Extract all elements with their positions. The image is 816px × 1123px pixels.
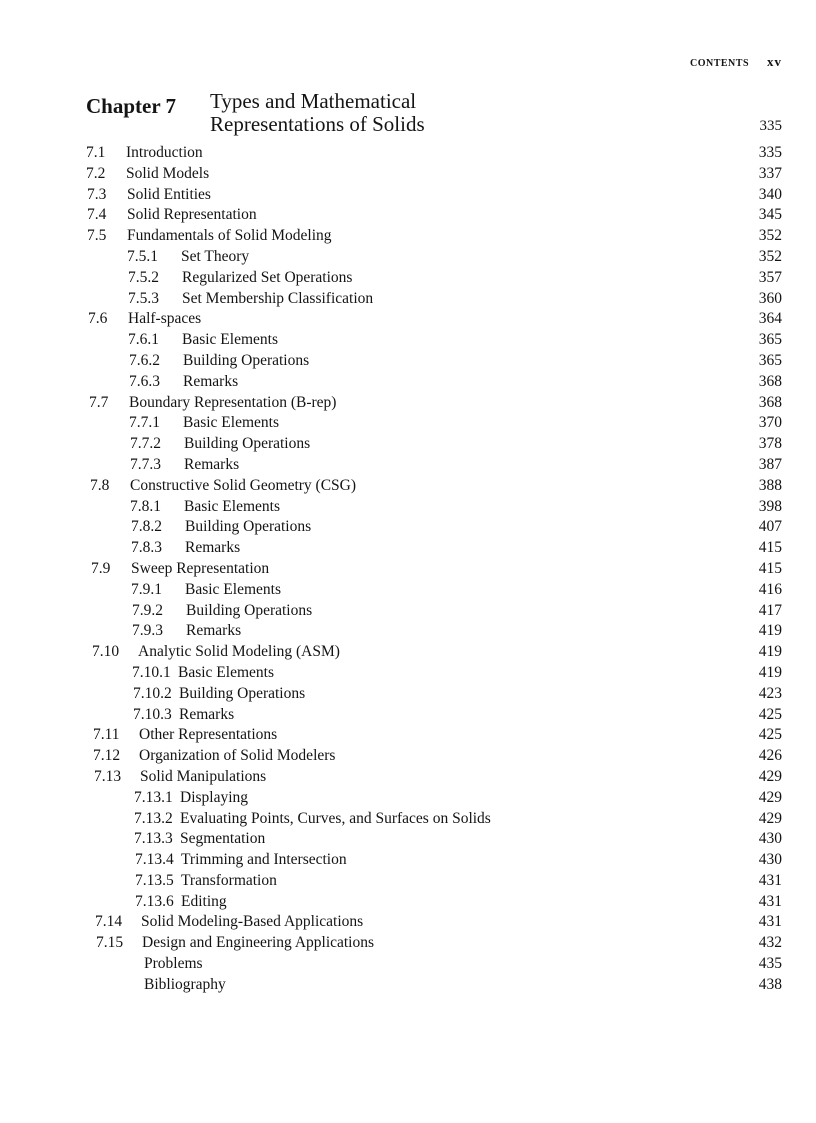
toc-entry [86,413,786,434]
toc-entry-title: Basic Elements [184,497,280,515]
toc-entry-page: 432 [758,934,782,952]
toc-entry-page: 337 [758,164,782,182]
toc-entry-title: Segmentation [180,830,266,848]
toc-entry-page: 368 [758,372,782,390]
toc-entry-title: Set Theory [181,247,250,265]
toc-entry-page: 387 [758,455,782,473]
toc-entry-number: 7.1 [86,144,106,161]
toc-entry [86,559,786,580]
toc-entry [86,434,786,455]
toc-entry [86,393,786,414]
toc-entry-title: Organization of Solid Modelers [139,747,336,765]
toc-entry-number: 7.13.1 [134,788,173,806]
toc-entry-page: 388 [758,476,782,494]
toc-entry-title: Basic Elements [182,331,278,349]
toc-entry-title: Displaying [180,788,249,806]
toc-entry-page: 398 [758,497,782,515]
toc-entry-number: 7.6.3 [129,372,160,390]
toc-entry [86,309,786,330]
toc-entry-title: Transformation [181,871,277,889]
toc-entry-number: 7.7 [89,393,109,411]
toc-entry-page: 335 [758,144,782,161]
running-head [560,53,782,71]
toc-entry-page: 365 [758,331,782,349]
toc-entry-number: 7.5.2 [128,268,159,286]
toc-entry-page: 352 [758,227,782,245]
toc-entry-number: 7.7.2 [130,435,161,453]
toc-entry-title: Solid Manipulations [140,767,267,785]
toc-entry-title: Building Operations [183,351,310,369]
toc-entry-page: 417 [758,601,782,619]
toc-entry-title: Solid Modeling-Based Applications [141,913,364,931]
chapter-title-line-1: Types and Mathematical [210,89,417,113]
running-head-page-number: xv [767,54,782,69]
toc-entry [86,601,786,622]
toc-entry-title: Analytic Solid Modeling (ASM) [138,643,340,661]
toc-entry-number: 7.6 [88,310,108,328]
toc-entry-page: 429 [758,767,782,785]
toc-entry [86,455,786,476]
toc-entry-number: 7.6.2 [129,351,160,369]
toc-entry-number: 7.10.1 [132,663,171,681]
chapter-title [210,90,425,136]
toc-entry-page: 345 [758,206,782,224]
toc-entry-number: 7.9.3 [132,622,163,640]
toc-entry-number: 7.5.3 [128,289,159,307]
toc-entry-title: Building Operations [184,435,311,453]
toc-entry [86,642,786,663]
toc-entry-title: Bibliography [144,975,226,993]
toc-entry [86,247,786,268]
toc-entry-title: Solid Models [126,164,210,182]
toc-entry-number: 7.9.1 [131,580,162,598]
toc-entry-page: 407 [758,518,782,536]
toc-entry-title: Solid Representation [127,206,257,224]
toc-entry-page: 430 [758,830,782,848]
toc-entry-title: Basic Elements [183,414,279,432]
toc-entry-title: Remarks [185,539,241,557]
toc-entry-number: 7.9.2 [132,601,163,619]
toc-entry-number: 7.13.6 [135,892,174,910]
toc-entry [86,497,786,518]
toc-entry-page: 438 [758,975,782,993]
running-head-label: CONTENTS [689,58,749,69]
toc-entry-page: 352 [758,247,782,265]
toc-entry [86,143,786,164]
toc-entry-page: 368 [758,393,782,411]
toc-entry [86,289,786,310]
toc-entry-title: Introduction [126,144,203,161]
toc-entry-page: 360 [758,289,782,307]
chapter-title-line-2: Representations of Solids [210,112,425,136]
toc-entry-title: Regularized Set Operations [182,268,353,286]
toc-entry-page: 426 [758,747,782,765]
toc-entry [86,725,786,746]
toc-entry [86,767,786,788]
chapter-label: Chapter 7 [86,94,177,118]
toc-entry-page: 430 [758,851,782,869]
toc-entry [86,933,786,954]
toc-entry-title: Remarks [184,455,240,473]
toc-entry [86,351,786,372]
toc-entry-number: 7.8.3 [131,539,162,557]
toc-entry-title: Building Operations [186,601,313,619]
toc-entry-page: 435 [758,955,782,973]
toc-entry-number: 7.2 [86,164,106,182]
toc-entry-title: Design and Engineering Applications [142,934,375,952]
toc-entry [86,476,786,497]
toc-entry-title: Boundary Representation (B-rep) [129,393,337,411]
toc-entry-title: Evaluating Points, Curves, and Surfaces on Solids [180,809,491,827]
toc-entry-number: 7.13.4 [135,851,174,869]
toc-entry-page: 419 [758,663,782,681]
toc-entry [86,226,786,247]
toc-entry-number: 7.5.1 [127,247,158,265]
toc-entry [86,705,786,726]
toc-entry [86,164,786,185]
toc-entry-page: 425 [758,726,782,744]
toc-entry-title: Remarks [183,372,239,390]
toc-entry-page: 415 [758,559,782,577]
toc-entry-title: Half-spaces [128,310,202,328]
toc-entry-number: 7.10.2 [133,684,172,702]
toc-entry [86,205,786,226]
toc-entry [86,746,786,767]
toc-entry [86,912,786,933]
toc-entry-page: 431 [758,913,782,931]
toc-entry-number: 7.7.3 [130,455,161,473]
toc-entry-title: Solid Entities [127,185,211,203]
toc-entry-title: Set Membership Classification [182,289,374,307]
toc-entry [86,372,786,393]
toc-entry-page: 365 [758,351,782,369]
toc-entry-title: Constructive Solid Geometry (CSG) [130,476,357,494]
toc-entry-title: Remarks [179,705,235,723]
toc-entry-page: 340 [758,185,782,203]
toc-entry-page: 429 [758,788,782,806]
toc-entry-number: 7.10.3 [133,705,172,723]
toc-entry-number: 7.13.3 [134,830,173,848]
toc-entry-title: Basic Elements [178,663,274,681]
toc-entry [86,663,786,684]
toc-entry [86,580,786,601]
toc-entry-number: 7.9 [91,559,111,577]
toc-entry-title: Remarks [186,622,242,640]
toc-entry-title: Editing [181,892,227,910]
toc-entry-page: 378 [758,435,782,453]
toc-entry-page: 416 [758,580,782,598]
toc-entry-page: 429 [758,809,782,827]
toc-entry-title: Other Representations [139,726,278,744]
toc-entry-title: Basic Elements [185,580,281,598]
toc-entry-number: 7.3 [87,185,107,203]
chapter-heading [86,90,786,138]
toc-entry-page: 419 [758,643,782,661]
toc-entry [86,185,786,206]
toc-entry-title: Sweep Representation [131,559,270,577]
toc-entry-page: 423 [758,684,782,702]
toc-entry [86,809,786,830]
toc-entry [86,517,786,538]
toc-entry-number: 7.13 [94,767,122,785]
toc-entry-number: 7.14 [95,913,123,931]
toc-entry [86,975,786,996]
toc-entry-number: 7.8.2 [131,518,162,536]
toc-entry-page: 364 [758,310,782,328]
toc-entry-number: 7.12 [93,747,121,765]
toc-entry-page: 425 [758,705,782,723]
toc-entry-number: 7.4 [87,206,107,224]
toc-entry [86,788,786,809]
toc-entry [86,268,786,289]
toc-entry-number: 7.10 [92,643,120,661]
toc-entry-number: 7.15 [96,934,124,952]
toc-entry-page: 431 [758,892,782,910]
toc-entry [86,871,786,892]
toc-entry-title: Building Operations [185,518,312,536]
toc-entry-number: 7.6.1 [128,331,159,349]
toc-entry-number: 7.13.2 [134,809,173,827]
toc-entry [86,954,786,975]
toc-entry-number: 7.8 [90,476,110,494]
toc-entry [86,829,786,850]
toc-entry-title: Trimming and Intersection [181,851,347,869]
toc-entry [86,684,786,705]
chapter-page-number: 335 [759,118,782,134]
toc-entry-number: 7.7.1 [129,414,160,432]
toc-entry-title: Problems [144,955,203,973]
toc-entry-page: 415 [758,539,782,557]
toc-entry-number: 7.11 [93,726,120,744]
toc-entry-number: 7.5 [87,227,107,245]
toc-entry-title: Building Operations [179,684,306,702]
toc-entry-page: 431 [758,871,782,889]
toc-entry-page: 419 [758,622,782,640]
toc-entry-number: 7.8.1 [130,497,161,515]
toc-entry [86,892,786,913]
toc-entry-page: 370 [758,414,782,432]
toc-entry [86,538,786,559]
toc-entry [86,330,786,351]
toc-entry [86,850,786,871]
toc-entry-page: 357 [758,268,782,286]
toc-entry-number: 7.13.5 [135,871,174,889]
toc-entry-title: Fundamentals of Solid Modeling [127,227,332,245]
toc-entry [86,621,786,642]
toc-list [86,143,786,996]
